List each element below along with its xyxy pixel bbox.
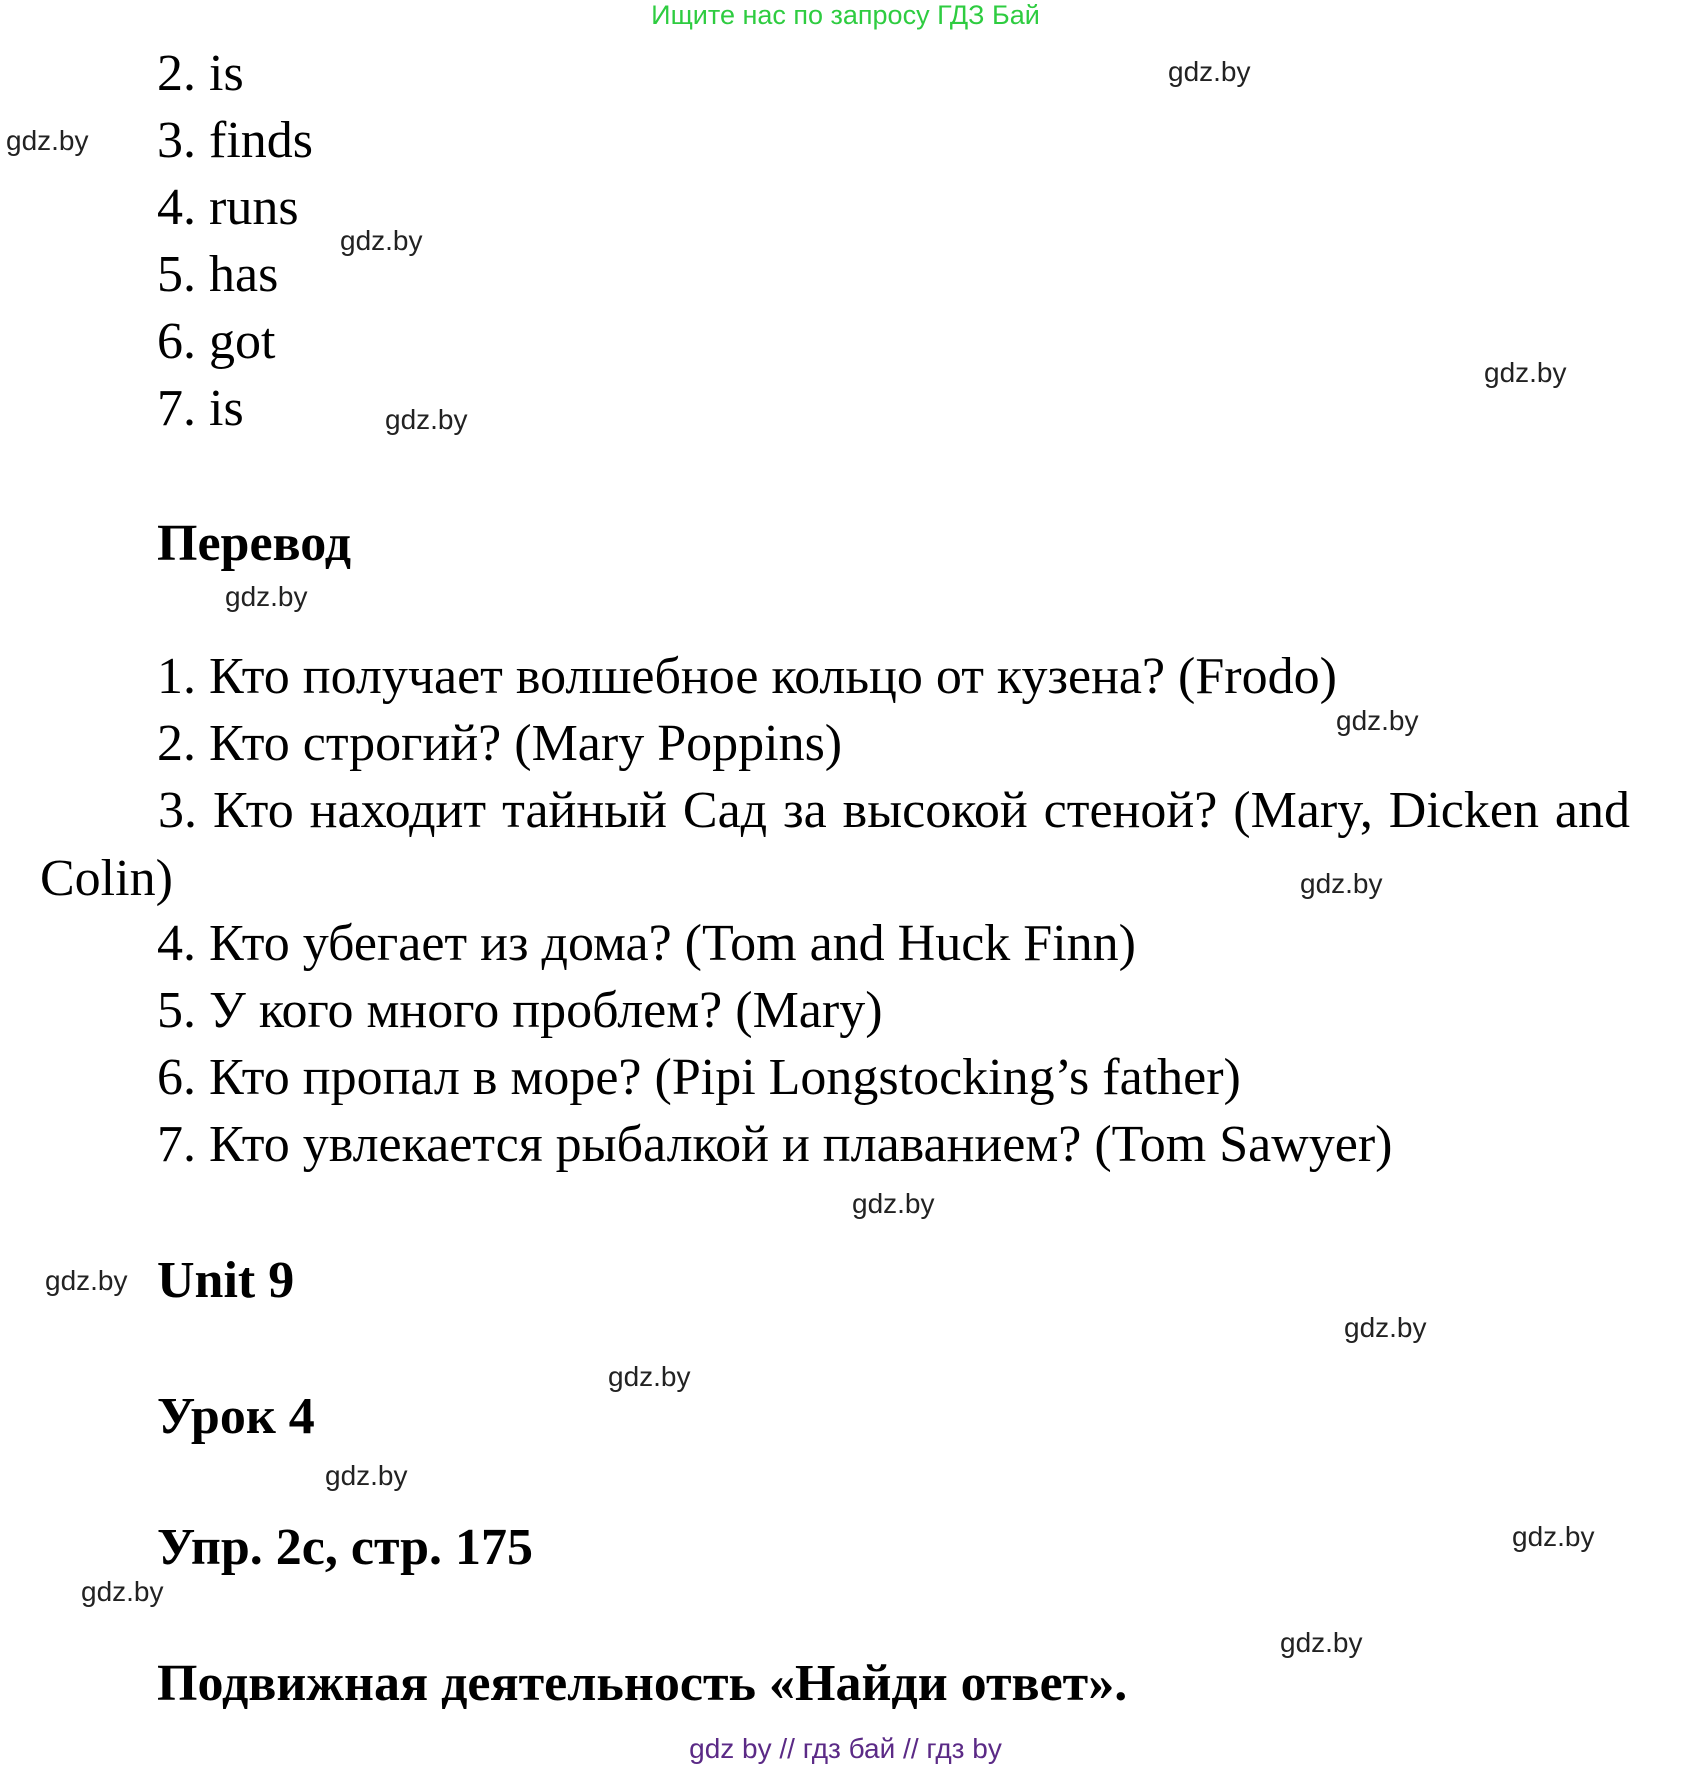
- watermark: gdz.by: [1280, 1627, 1363, 1658]
- watermark: gdz.by: [852, 1188, 935, 1219]
- watermark: gdz.by: [608, 1361, 691, 1392]
- translation-item: 1. Кто получает волшебное кольцо от кузена? (Frodo): [157, 648, 1337, 705]
- watermark: gdz.by: [385, 404, 468, 435]
- answer-item: 4. runs: [157, 179, 299, 236]
- translation-item: 6. Кто пропал в море? (Pipi Longstocking’s father): [157, 1049, 1241, 1106]
- search-banner: Ищите нас по запросу ГДЗ Бай: [651, 0, 1040, 30]
- footer-watermark: gdz by // гдз бай // гдз by: [689, 1733, 1002, 1764]
- answer-item: 5. has: [157, 246, 279, 303]
- translation-item: 5. У кого много проблем? (Mary): [157, 982, 883, 1039]
- watermark: gdz.by: [325, 1460, 408, 1491]
- translation-item: 3. Кто находит тайный Сад за высокой стеной? (Mary, Dicken and Colin): [40, 782, 1630, 907]
- watermark: gdz.by: [81, 1576, 164, 1607]
- exercise-heading: Упр. 2с, стр. 175: [157, 1519, 534, 1576]
- translation-item: 4. Кто убегает из дома? (Tom and Huck Finn): [157, 915, 1136, 972]
- watermark: gdz.by: [1168, 56, 1251, 87]
- watermark: gdz.by: [1300, 868, 1383, 899]
- answer-item: 6. got: [157, 313, 276, 370]
- watermark: gdz.by: [1336, 705, 1419, 736]
- translation-item: 2. Кто строгий? (Mary Poppins): [157, 715, 843, 772]
- translation-item: 7. Кто увлекается рыбалкой и плаванием? (Tom Sawyer): [157, 1116, 1393, 1173]
- activity-heading: Подвижная деятельность «Найди ответ».: [157, 1655, 1128, 1712]
- translation-heading: Перевод: [157, 515, 352, 572]
- watermark: gdz.by: [1344, 1312, 1427, 1343]
- watermark: gdz.by: [1512, 1521, 1595, 1552]
- answer-item: 2. is: [157, 45, 244, 102]
- watermark: gdz.by: [340, 225, 423, 256]
- answer-item: 3. finds: [157, 112, 313, 169]
- watermark: gdz.by: [6, 125, 89, 156]
- watermark: gdz.by: [225, 581, 308, 612]
- lesson-heading: Урок 4: [157, 1388, 315, 1445]
- unit-heading: Unit 9: [157, 1252, 295, 1309]
- watermark: gdz.by: [45, 1265, 128, 1296]
- watermark: gdz.by: [1484, 357, 1567, 388]
- answer-item: 7. is: [157, 380, 244, 437]
